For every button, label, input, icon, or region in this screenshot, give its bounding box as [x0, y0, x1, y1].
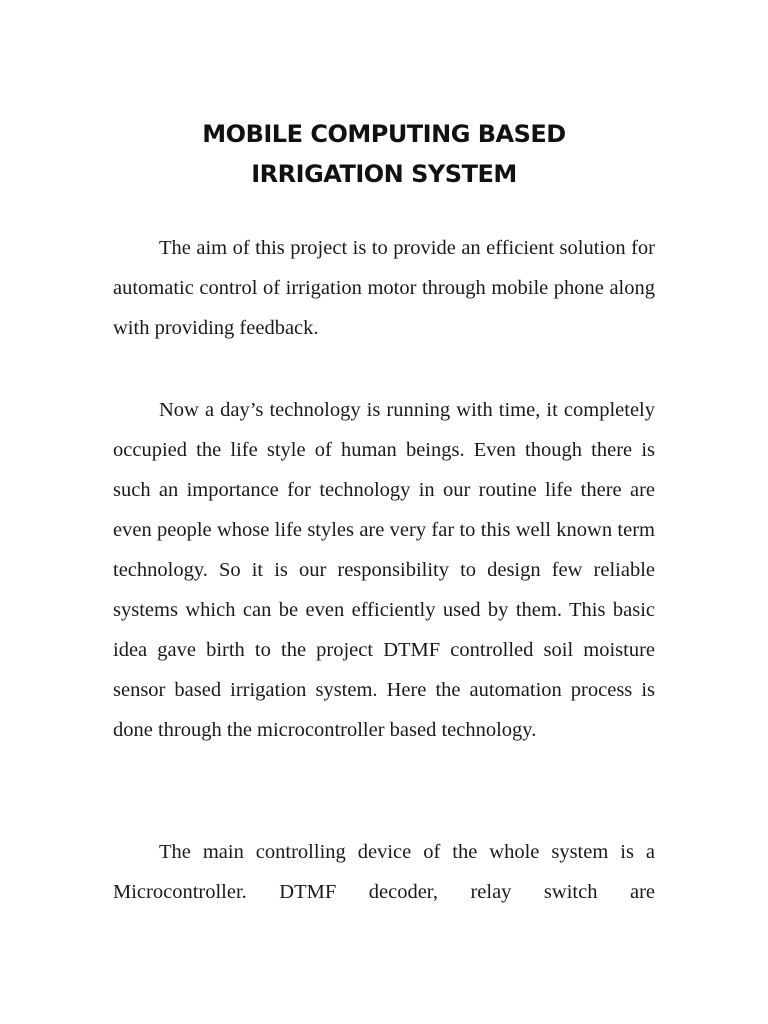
- paragraph-controller: The main controlling device of the whole system is a Microcontroller. DTMF decoder, relay switch are: [113, 841, 655, 903]
- paragraph-technology: Now a day’s technology is running with time, it completely occupied the life style of human beings. Even though there is such an importance for technology in our routine life there are even people whose life styles are very far to this well known term technology. So it is our responsibility to design few reliable systems which can be even efficiently used by them. This basic idea gave birth to the project DTMF controlled soil moisture sensor based irrigation system. Here the automation process is done through the microcontroller based technology.: [113, 399, 655, 741]
- title-line-2: IRRIGATION SYSTEM: [251, 160, 517, 188]
- title-line-1: MOBILE COMPUTING BASED: [202, 120, 566, 148]
- paragraph-aim: The aim of this project is to provide an efficient solution for automatic control of irrigation motor through mobile phone along with providing feedback.: [113, 237, 655, 339]
